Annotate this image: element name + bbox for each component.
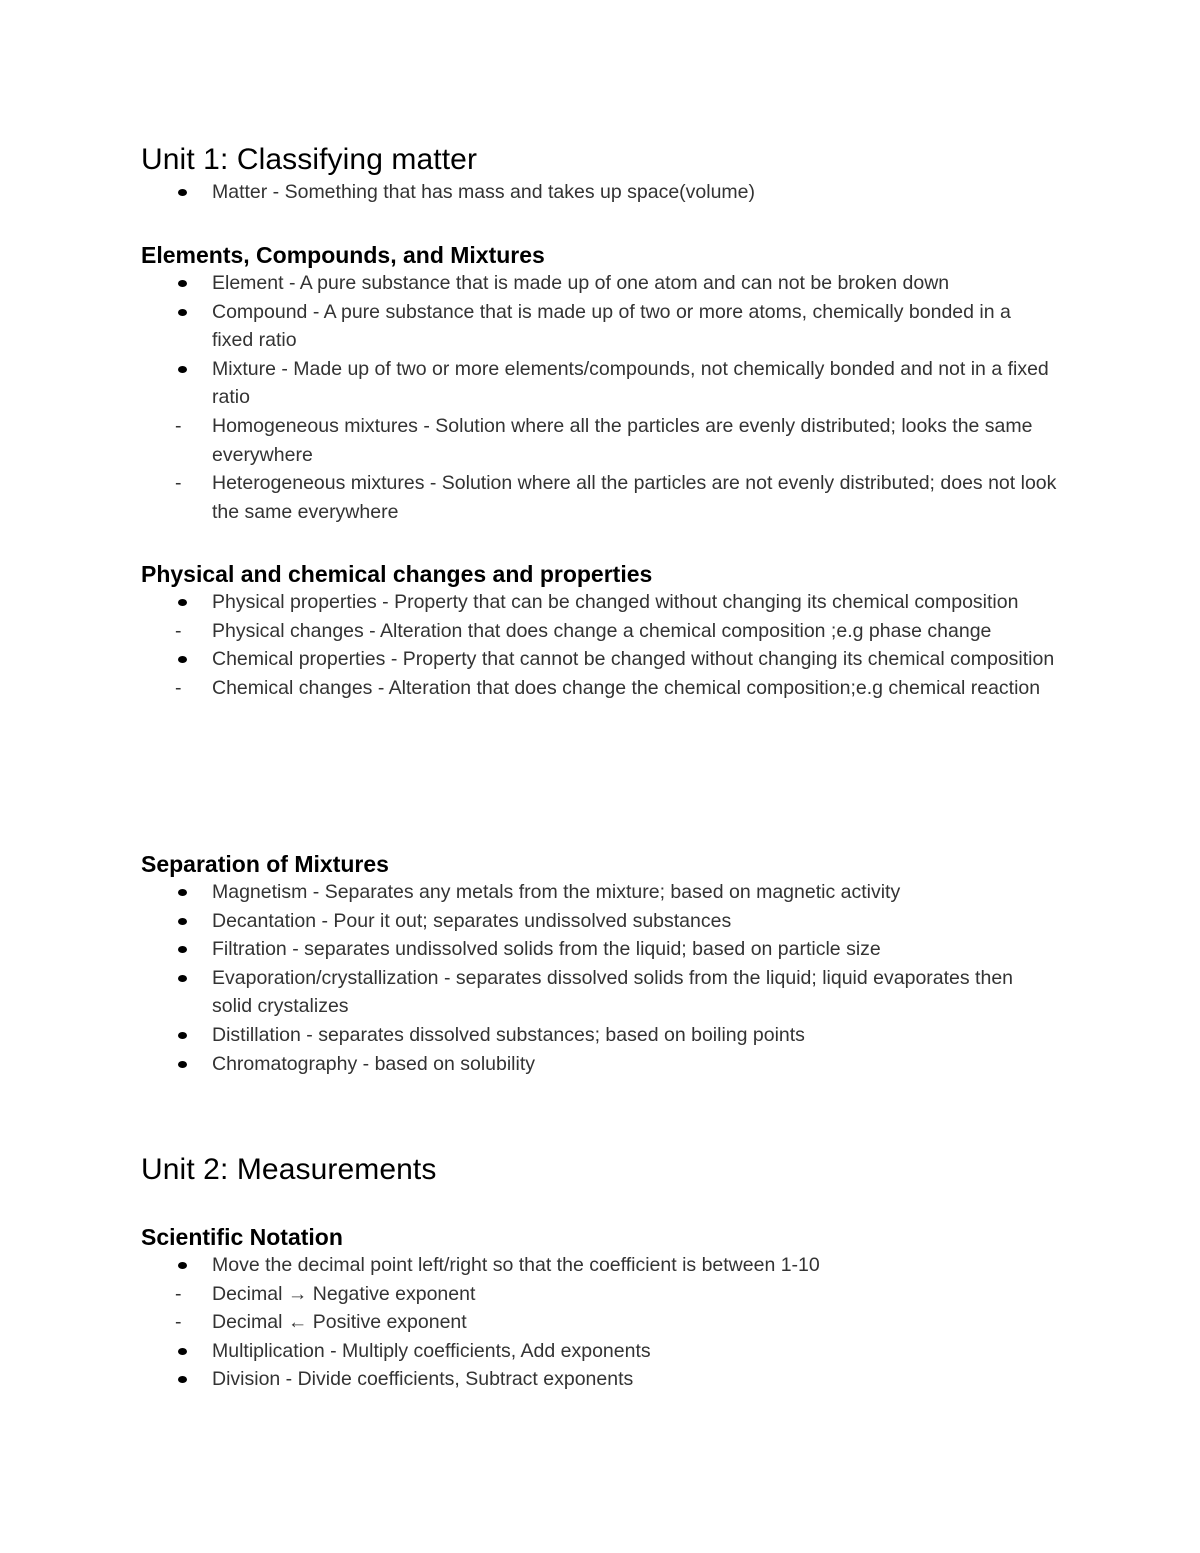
list-item (141, 1021, 1057, 1050)
bullet-icon (141, 355, 201, 384)
sub-list-item (141, 412, 1057, 469)
bullet-icon (141, 878, 201, 907)
bullet-icon (141, 1021, 201, 1050)
bullet-icon (141, 1050, 201, 1079)
list-item-text: Mixture - Made up of two or more elements/compounds, not chemically bonded and not in a fixed ratio (212, 357, 1049, 409)
changes-section (141, 560, 1081, 702)
list-item-text: Division - Divide coefficients, Subtract exponents (212, 1368, 634, 1391)
bullet-icon (141, 269, 201, 298)
sub-list-item (141, 1308, 1057, 1337)
bullet-icon (141, 178, 201, 207)
list-item-text: Decantation - Pour it out; separates undissolved substances (212, 909, 732, 932)
list-item (141, 878, 1057, 907)
unit1-intro-list (141, 178, 1081, 207)
list-item-text: Evaporation/crystallization - separates dissolved solids from the liquid; liquid evaporates then solid crystalizes (212, 966, 1014, 1018)
list-item-text: Heterogeneous mixtures - Solution where all the particles are not evenly distributed; does not look the same everywhere (212, 472, 1057, 523)
notation-list (141, 1251, 1081, 1394)
bullet-icon (141, 935, 201, 964)
bullet-icon (141, 645, 201, 674)
sub-list-item (141, 617, 1057, 646)
bullet-icon (141, 1251, 201, 1280)
changes-heading: Physical and chemical changes and properties (141, 561, 653, 587)
separation-section (141, 850, 1081, 1078)
list-item-text: Move the decimal point left/right so that the coefficient is between 1-10 (212, 1254, 820, 1276)
list-item-text: Matter - Something that has mass and takes up space(volume) (212, 181, 756, 203)
list-item-text: Distillation - separates dissolved substances; based on boiling points (212, 1023, 805, 1046)
dash-marker (141, 1308, 201, 1337)
list-item (141, 588, 1057, 617)
dash-marker (141, 617, 201, 646)
bullet-icon (141, 298, 201, 327)
list-item (141, 1365, 1057, 1394)
list-item (141, 1050, 1057, 1079)
bullet-icon (141, 1365, 201, 1394)
list-item (141, 935, 1057, 964)
dash-marker (141, 412, 201, 441)
elements-heading: Elements, Compounds, and Mixtures (141, 242, 545, 268)
separation-list (141, 878, 1081, 1078)
list-item-text: Chemical changes - Alteration that does change the chemical composition;e.g chemical reaction (212, 676, 1041, 699)
list-item-text: Chemical properties - Property that cannot be changed without changing its chemical composition (212, 648, 1055, 671)
list-item-text: Chromatography - based on solubility (212, 1052, 536, 1075)
list-item-text: Physical changes - Alteration that does change a chemical composition ;e.g phase change (212, 619, 992, 642)
notation-section (141, 1223, 1081, 1394)
list-item (141, 269, 1057, 298)
notation-heading: Scientific Notation (141, 1224, 343, 1250)
list-item-text: Homogeneous mixtures - Solution where all the particles are evenly distributed; looks the same everywhere (212, 414, 1033, 466)
list-item (141, 178, 1057, 207)
list-item (141, 1337, 1057, 1366)
bullet-icon (141, 964, 201, 993)
separation-heading: Separation of Mixtures (141, 851, 389, 877)
list-item (141, 964, 1057, 1021)
elements-section (141, 241, 1081, 526)
list-item-text: Element - A pure substance that is made up of one atom and can not be broken down (212, 272, 950, 294)
dash-marker (141, 1280, 201, 1309)
dash-marker (141, 469, 201, 498)
list-item-text: Magnetism - Separates any metals from the mixture; based on magnetic activity (212, 881, 901, 903)
bullet-icon (141, 1337, 201, 1366)
list-item-text: Compound - A pure substance that is made up of two or more atoms, chemically bonded in a fixed ratio (212, 300, 1011, 352)
list-item (141, 298, 1057, 355)
list-item (141, 1251, 1057, 1280)
unit2-section (141, 1152, 1081, 1188)
unit1-section (141, 142, 1081, 207)
sub-list-item (141, 469, 1057, 526)
sub-list-item (141, 1280, 1057, 1309)
bullet-icon (141, 588, 201, 617)
list-item-text: Decimal ← Positive exponent (212, 1311, 467, 1334)
changes-list (141, 588, 1081, 702)
unit2-title: Unit 2: Measurements (141, 1153, 437, 1186)
bullet-icon (141, 907, 201, 936)
dash-marker (141, 674, 201, 703)
unit1-title: Unit 1: Classifying matter (141, 143, 478, 176)
list-item (141, 645, 1057, 674)
list-item-text: Decimal → Negative exponent (212, 1282, 476, 1305)
list-item-text: Physical properties - Property that can be changed without changing its chemical composition (212, 591, 1019, 613)
list-item (141, 355, 1057, 412)
elements-list (141, 269, 1081, 526)
sub-list-item (141, 674, 1057, 703)
list-item-text: Multiplication - Multiply coefficients, Add exponents (212, 1339, 651, 1362)
list-item-text: Filtration - separates undissolved solids from the liquid; based on particle size (212, 938, 881, 961)
list-item (141, 907, 1057, 936)
